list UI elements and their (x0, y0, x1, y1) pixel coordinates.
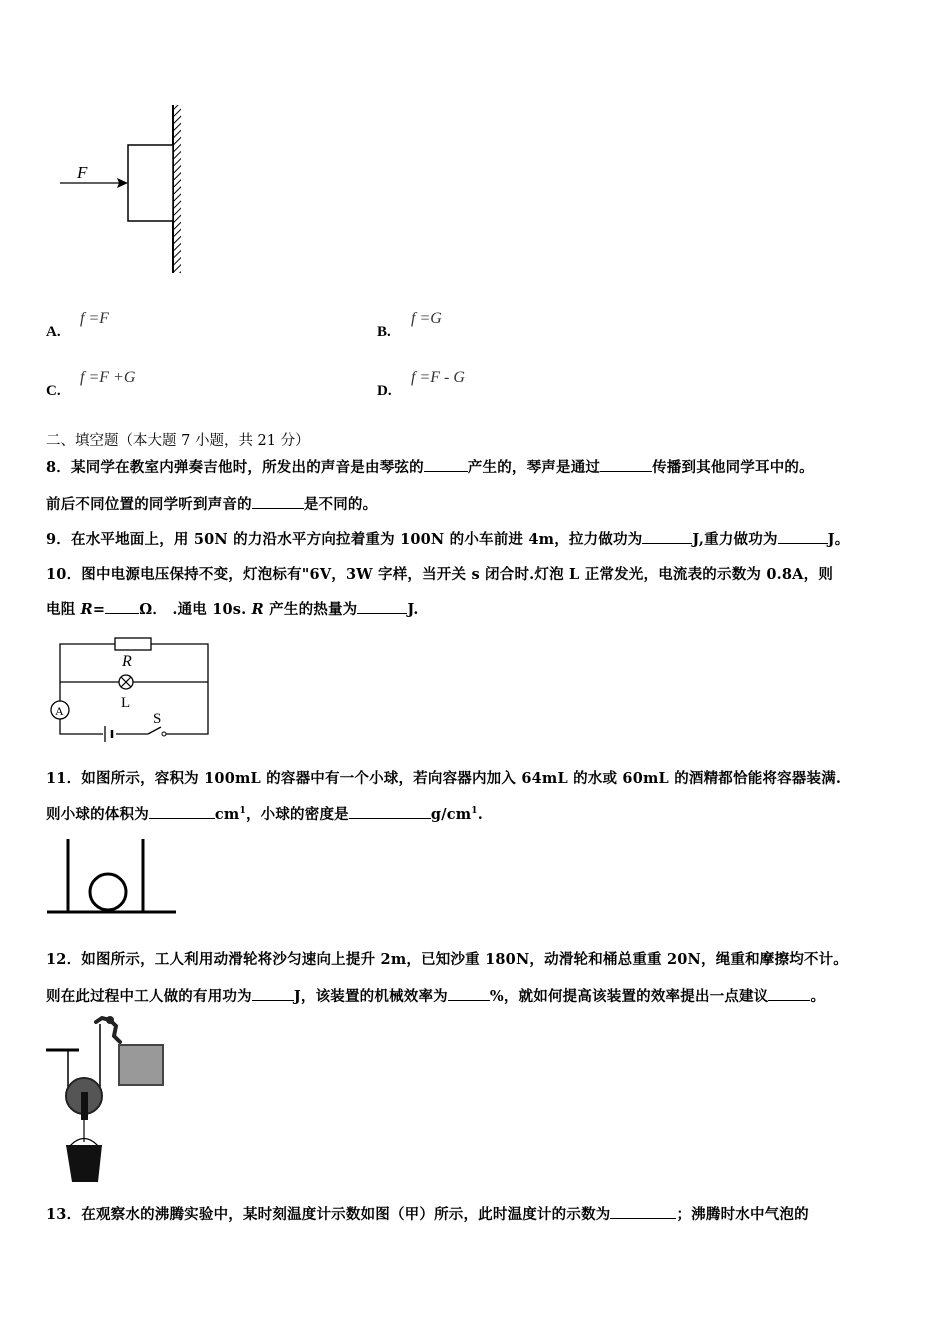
option-b-formula: f =G (411, 310, 442, 327)
bucket (66, 1145, 102, 1182)
question-11-line2: 则小球的体积为 $cm^1$，小球的密度是 $g/cm^1$. (46, 806, 483, 823)
question-8-line1: 8．某同学在教室内弹奏吉他时，所发出的声音是由琴弦的 产生的，琴声是通过 传播到其他同学耳中的。 (46, 459, 814, 476)
question-8-line2: 前后不同位置的同学听到声音的 是不同的。 (46, 496, 378, 513)
switch-contact (162, 732, 166, 736)
container-ball-figure (45, 835, 180, 920)
option-d-label[interactable]: D. (377, 383, 392, 399)
ammeter-label: A (55, 704, 64, 718)
switch-label: S (153, 711, 162, 727)
question-10-line1: 10．图中电源电压保持不变，灯泡标有"6V，3W 字样，当开关 s 闭合时.灯泡 L 正常发光，电流表的示数为 0.8A，则 (46, 566, 834, 583)
pulley-figure (44, 1012, 174, 1187)
answer-blank[interactable] (357, 599, 407, 614)
question-9: 9．在水平地面上，用 50N 的力沿水平方向拉着重为 100N 的小车前进 4m，拉力做功为 J,重力做功为 J。 (46, 531, 850, 548)
answer-blank[interactable] (778, 529, 828, 544)
answer-blank[interactable] (424, 457, 468, 472)
answer-blank[interactable] (149, 804, 215, 819)
ball (90, 874, 126, 910)
block (128, 145, 173, 221)
answer-blank[interactable] (610, 1204, 676, 1219)
pulley-hook (81, 1092, 88, 1120)
sand-pile (119, 1045, 163, 1085)
resistor-label: R (122, 653, 132, 670)
wall-block-figure (55, 100, 195, 280)
option-c-label[interactable]: C. (46, 383, 61, 399)
answer-blank[interactable] (105, 599, 139, 614)
resistor (115, 638, 151, 650)
answer-blank[interactable] (642, 529, 692, 544)
wall-hatch (173, 105, 181, 273)
question-12-line1: 12．如图所示，工人利用动滑轮将沙匀速向上提升 2m，已知沙重 180N，动滑轮和桶总重重 20N，绳重和摩擦均不计。 (46, 951, 849, 968)
option-b-label[interactable]: B. (377, 324, 391, 340)
section-title: 二、填空题（本大题 7 小题，共 21 分） (46, 433, 310, 449)
option-d-formula: f =F - G (411, 369, 465, 386)
question-10-line2: 电阻 R= Ω． .通电 10s. R 产生的热量为 J. (46, 601, 419, 618)
answer-blank[interactable] (349, 804, 431, 819)
lamp-label: L (121, 695, 131, 711)
question-11-line1: 11．如图所示，容积为 100mL 的容器中有一个小球，若向容器内加入 64mL 的水或 60mL 的酒精都恰能将容器装满. (46, 770, 842, 787)
answer-blank[interactable] (600, 457, 652, 472)
option-a-formula: f =F (80, 310, 110, 327)
option-a-label[interactable]: A. (46, 324, 61, 340)
force-label: F (77, 163, 88, 182)
question-12-line2: 则在此过程中工人做的有用功为 J，该装置的机械效率为 %，就如何提高该装置的效率提出一点建议 。 (46, 988, 826, 1005)
answer-blank[interactable] (448, 986, 490, 1001)
option-c-formula: f =F +G (80, 369, 136, 386)
answer-blank[interactable] (252, 986, 294, 1001)
circuit-diagram (48, 632, 216, 747)
worker-head (106, 1016, 114, 1024)
question-13: 13．在观察水的沸腾实验中，某时刻温度计示数如图（甲）所示，此时温度计的示数为 ；沸腾时水中气泡的 (46, 1206, 809, 1223)
answer-blank[interactable] (252, 494, 304, 509)
answer-blank[interactable] (768, 986, 810, 1001)
